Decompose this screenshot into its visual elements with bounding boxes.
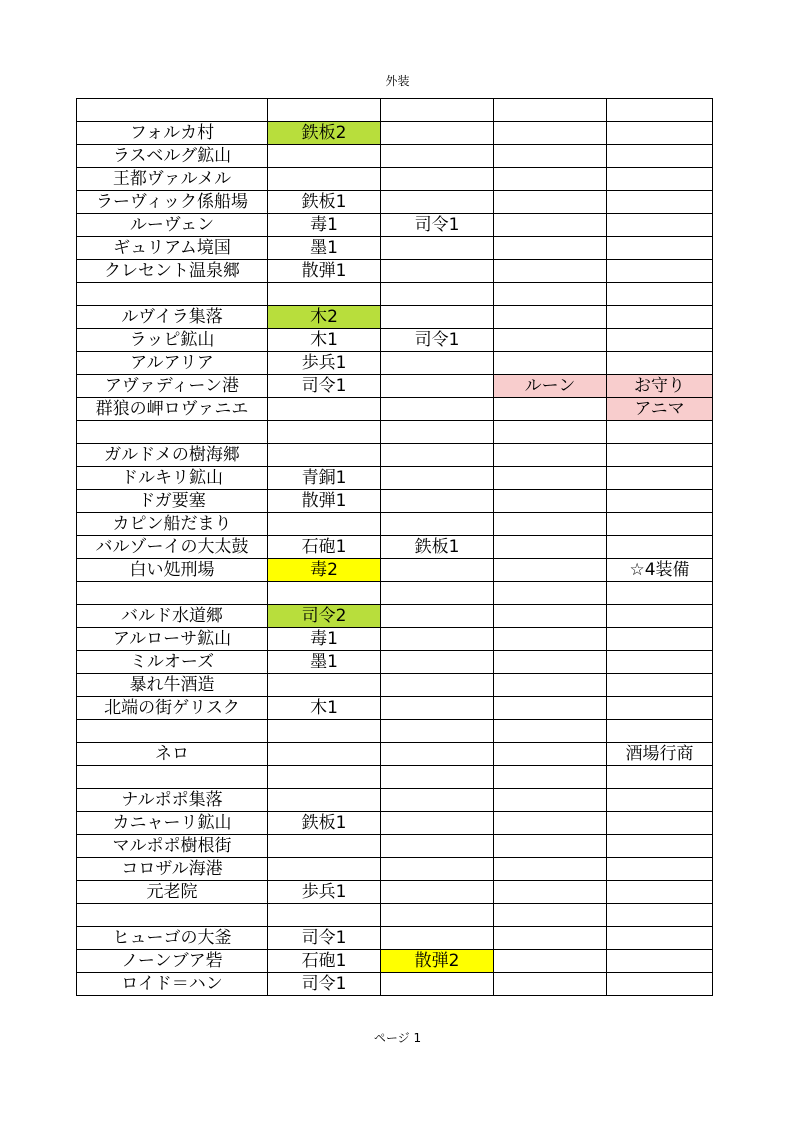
table-cell: 司令1	[381, 214, 494, 237]
table-cell	[381, 582, 494, 605]
table-row	[77, 628, 713, 651]
table-row	[77, 490, 713, 513]
table-cell	[268, 283, 381, 306]
table-cell	[607, 858, 713, 881]
table-cell	[381, 283, 494, 306]
table-cell	[607, 628, 713, 651]
table-cell	[494, 421, 607, 444]
location-cell: マルポポ樹根街	[77, 835, 268, 858]
table-cell	[494, 490, 607, 513]
table-cell	[607, 904, 713, 927]
table-cell	[381, 605, 494, 628]
table-cell	[494, 881, 607, 904]
table-cell	[381, 145, 494, 168]
table-cell	[494, 789, 607, 812]
table-cell: 司令1	[268, 375, 381, 398]
table-cell	[607, 191, 713, 214]
table-cell	[494, 766, 607, 789]
table-row	[77, 651, 713, 674]
table-row	[77, 513, 713, 536]
location-cell: アヴァディーン港	[77, 375, 268, 398]
table-cell: 酒場行商	[607, 743, 713, 766]
table-cell	[607, 674, 713, 697]
location-cell: カピン船だまり	[77, 513, 268, 536]
table-cell	[607, 260, 713, 283]
table-row	[77, 214, 713, 237]
table-cell	[494, 191, 607, 214]
table-cell	[381, 789, 494, 812]
table-cell: 歩兵1	[268, 352, 381, 375]
location-cell: ネロ	[77, 743, 268, 766]
table-cell	[268, 145, 381, 168]
table-cell	[381, 881, 494, 904]
table-cell: 鉄板1	[381, 536, 494, 559]
location-cell: アルローサ鉱山	[77, 628, 268, 651]
table-cell	[381, 697, 494, 720]
table-cell	[381, 559, 494, 582]
table-cell: 散弾1	[268, 490, 381, 513]
table-cell	[381, 628, 494, 651]
table-row	[77, 927, 713, 950]
location-cell: 白い処刑場	[77, 559, 268, 582]
table-cell	[494, 329, 607, 352]
location-cell: カニャーリ鉱山	[77, 812, 268, 835]
location-cell: ラーヴィック係船場	[77, 191, 268, 214]
table-cell: 木1	[268, 329, 381, 352]
table-cell: 歩兵1	[268, 881, 381, 904]
table-cell: 青銅1	[268, 467, 381, 490]
page-title: 外装	[385, 74, 410, 88]
table-cell	[268, 513, 381, 536]
table-cell: 鉄板2	[268, 122, 381, 145]
location-cell: ロイド＝ハン	[77, 973, 268, 996]
table-cell	[607, 536, 713, 559]
table-cell	[607, 513, 713, 536]
table-cell: 散弾2	[381, 950, 494, 973]
table-cell	[494, 145, 607, 168]
table-cell	[268, 720, 381, 743]
location-cell	[77, 582, 268, 605]
table-row	[77, 467, 713, 490]
table-row	[77, 168, 713, 191]
location-cell: 暴れ牛酒造	[77, 674, 268, 697]
table-cell	[494, 122, 607, 145]
table-cell: 鉄板1	[268, 812, 381, 835]
table-cell: 散弾1	[268, 260, 381, 283]
table-cell: ルーン	[494, 375, 607, 398]
table-cell	[381, 375, 494, 398]
table-cell	[381, 352, 494, 375]
location-cell: ラスベルグ鉱山	[77, 145, 268, 168]
table-cell	[607, 950, 713, 973]
table-cell	[268, 766, 381, 789]
table-cell	[381, 513, 494, 536]
table-cell	[494, 306, 607, 329]
table-cell	[268, 743, 381, 766]
table-cell	[494, 697, 607, 720]
location-cell	[77, 904, 268, 927]
table-cell	[607, 467, 713, 490]
table-row	[77, 582, 713, 605]
location-cell: ルーヴェン	[77, 214, 268, 237]
table-cell	[607, 789, 713, 812]
table-cell	[268, 421, 381, 444]
table-cell	[607, 421, 713, 444]
table-cell	[494, 214, 607, 237]
table-cell	[268, 582, 381, 605]
table-cell: 木1	[268, 697, 381, 720]
location-cell	[77, 421, 268, 444]
table-cell	[494, 674, 607, 697]
location-cell: ガルドメの樹海郷	[77, 444, 268, 467]
table-cell	[607, 766, 713, 789]
table-cell	[381, 743, 494, 766]
table-row	[77, 973, 713, 996]
table-cell	[494, 582, 607, 605]
location-cell: ギュリアム境国	[77, 237, 268, 260]
table-cell	[607, 651, 713, 674]
table-cell	[381, 237, 494, 260]
table-cell	[607, 881, 713, 904]
location-cell: ミルオーズ	[77, 651, 268, 674]
table-cell	[494, 260, 607, 283]
table-cell	[494, 513, 607, 536]
table-cell	[381, 720, 494, 743]
table-row	[77, 789, 713, 812]
table-cell	[607, 168, 713, 191]
table-cell	[268, 858, 381, 881]
table-cell	[268, 674, 381, 697]
table-cell	[268, 789, 381, 812]
table-row	[77, 145, 713, 168]
table-cell	[381, 306, 494, 329]
table-row	[77, 697, 713, 720]
table-row	[77, 904, 713, 927]
table-row	[77, 950, 713, 973]
table-cell	[607, 973, 713, 996]
table-row	[77, 674, 713, 697]
table-cell: アニマ	[607, 398, 713, 421]
table-cell	[494, 283, 607, 306]
table-cell	[607, 812, 713, 835]
table-cell	[381, 766, 494, 789]
location-cell: アルアリア	[77, 352, 268, 375]
table-cell	[607, 582, 713, 605]
location-cell	[77, 283, 268, 306]
table-cell: 石砲1	[268, 536, 381, 559]
table-cell: 木2	[268, 306, 381, 329]
table-cell	[381, 191, 494, 214]
location-cell: ドガ要塞	[77, 490, 268, 513]
location-cell: ドルキリ鉱山	[77, 467, 268, 490]
table-cell	[494, 352, 607, 375]
table-cell	[607, 720, 713, 743]
location-cell: フォルカ村	[77, 122, 268, 145]
spreadsheet-table	[76, 98, 713, 996]
table-cell	[494, 720, 607, 743]
table-row	[77, 835, 713, 858]
table-cell	[607, 329, 713, 352]
table-cell	[381, 927, 494, 950]
table-cell	[268, 444, 381, 467]
table-cell	[268, 398, 381, 421]
table-cell	[494, 904, 607, 927]
location-cell: ノーンブア砦	[77, 950, 268, 973]
table-cell	[494, 99, 607, 122]
table-cell	[381, 674, 494, 697]
table-cell	[607, 237, 713, 260]
table-cell	[607, 214, 713, 237]
table-cell	[494, 835, 607, 858]
table-cell	[607, 306, 713, 329]
table-cell	[381, 99, 494, 122]
table-cell: お守り	[607, 375, 713, 398]
table-cell	[494, 536, 607, 559]
table-row	[77, 191, 713, 214]
location-cell: バルゾーイの大太鼓	[77, 536, 268, 559]
table-cell: 司令1	[381, 329, 494, 352]
table-row	[77, 375, 713, 398]
location-cell: クレセント温泉郷	[77, 260, 268, 283]
table-cell: 毒1	[268, 628, 381, 651]
location-cell: 王都ヴァルメル	[77, 168, 268, 191]
table-cell	[381, 444, 494, 467]
location-cell	[77, 99, 268, 122]
table-row	[77, 122, 713, 145]
table-row	[77, 559, 713, 582]
table-cell: 司令1	[268, 973, 381, 996]
table-row	[77, 99, 713, 122]
table-cell	[494, 605, 607, 628]
table-row	[77, 306, 713, 329]
location-cell: 群狼の岬ロヴァニエ	[77, 398, 268, 421]
table-row	[77, 720, 713, 743]
table-cell	[381, 260, 494, 283]
table-row	[77, 812, 713, 835]
table-cell	[607, 122, 713, 145]
table-cell	[268, 835, 381, 858]
table-cell	[607, 99, 713, 122]
table-row	[77, 260, 713, 283]
table-cell	[494, 237, 607, 260]
table-cell	[494, 467, 607, 490]
table-cell	[494, 168, 607, 191]
location-cell	[77, 766, 268, 789]
table-cell	[381, 490, 494, 513]
table-row	[77, 858, 713, 881]
table-cell	[494, 927, 607, 950]
table-cell	[381, 122, 494, 145]
location-cell: ナルポポ集落	[77, 789, 268, 812]
table-row	[77, 283, 713, 306]
table-cell	[494, 743, 607, 766]
table-cell	[607, 145, 713, 168]
table-cell	[494, 559, 607, 582]
table-cell: ☆4装備	[607, 559, 713, 582]
table-cell: 司令2	[268, 605, 381, 628]
location-cell: コロザル海港	[77, 858, 268, 881]
table-cell	[494, 858, 607, 881]
table-cell	[381, 398, 494, 421]
table-cell	[607, 444, 713, 467]
table-cell	[381, 858, 494, 881]
table-row	[77, 352, 713, 375]
table-cell: 墨1	[268, 651, 381, 674]
table-cell	[381, 421, 494, 444]
location-cell: ラッピ鉱山	[77, 329, 268, 352]
table-cell	[381, 467, 494, 490]
table-cell: 墨1	[268, 237, 381, 260]
table-cell	[381, 812, 494, 835]
table-cell: 石砲1	[268, 950, 381, 973]
table-cell	[494, 812, 607, 835]
table-row	[77, 536, 713, 559]
table-cell	[381, 835, 494, 858]
table-cell: 司令1	[268, 927, 381, 950]
location-cell	[77, 720, 268, 743]
table-row	[77, 766, 713, 789]
table-cell	[381, 651, 494, 674]
table-cell: 毒2	[268, 559, 381, 582]
table-cell	[381, 973, 494, 996]
table-row	[77, 237, 713, 260]
table-cell	[607, 835, 713, 858]
location-cell: 北端の街ゲリスク	[77, 697, 268, 720]
table-cell	[607, 490, 713, 513]
table-row	[77, 329, 713, 352]
table-cell	[607, 927, 713, 950]
table-cell: 毒1	[268, 214, 381, 237]
table-cell	[494, 950, 607, 973]
table-cell	[268, 904, 381, 927]
table-row	[77, 421, 713, 444]
table-cell	[607, 352, 713, 375]
location-cell: ヒューゴの大釜	[77, 927, 268, 950]
table-cell	[494, 973, 607, 996]
table-cell	[268, 99, 381, 122]
table-row	[77, 881, 713, 904]
table-row	[77, 605, 713, 628]
location-cell: バルド水道郷	[77, 605, 268, 628]
page-number: ページ 1	[373, 1031, 422, 1045]
table-cell	[494, 444, 607, 467]
table-cell	[607, 605, 713, 628]
table-cell: 鉄板1	[268, 191, 381, 214]
table-cell	[494, 398, 607, 421]
location-cell: ルヴイラ集落	[77, 306, 268, 329]
table-cell	[607, 697, 713, 720]
location-cell: 元老院	[77, 881, 268, 904]
table-cell	[494, 651, 607, 674]
table-cell	[607, 283, 713, 306]
table-cell	[494, 628, 607, 651]
table-row	[77, 743, 713, 766]
table-row	[77, 444, 713, 467]
table-cell	[268, 168, 381, 191]
table-row	[77, 398, 713, 421]
table-cell	[381, 904, 494, 927]
table-cell	[381, 168, 494, 191]
